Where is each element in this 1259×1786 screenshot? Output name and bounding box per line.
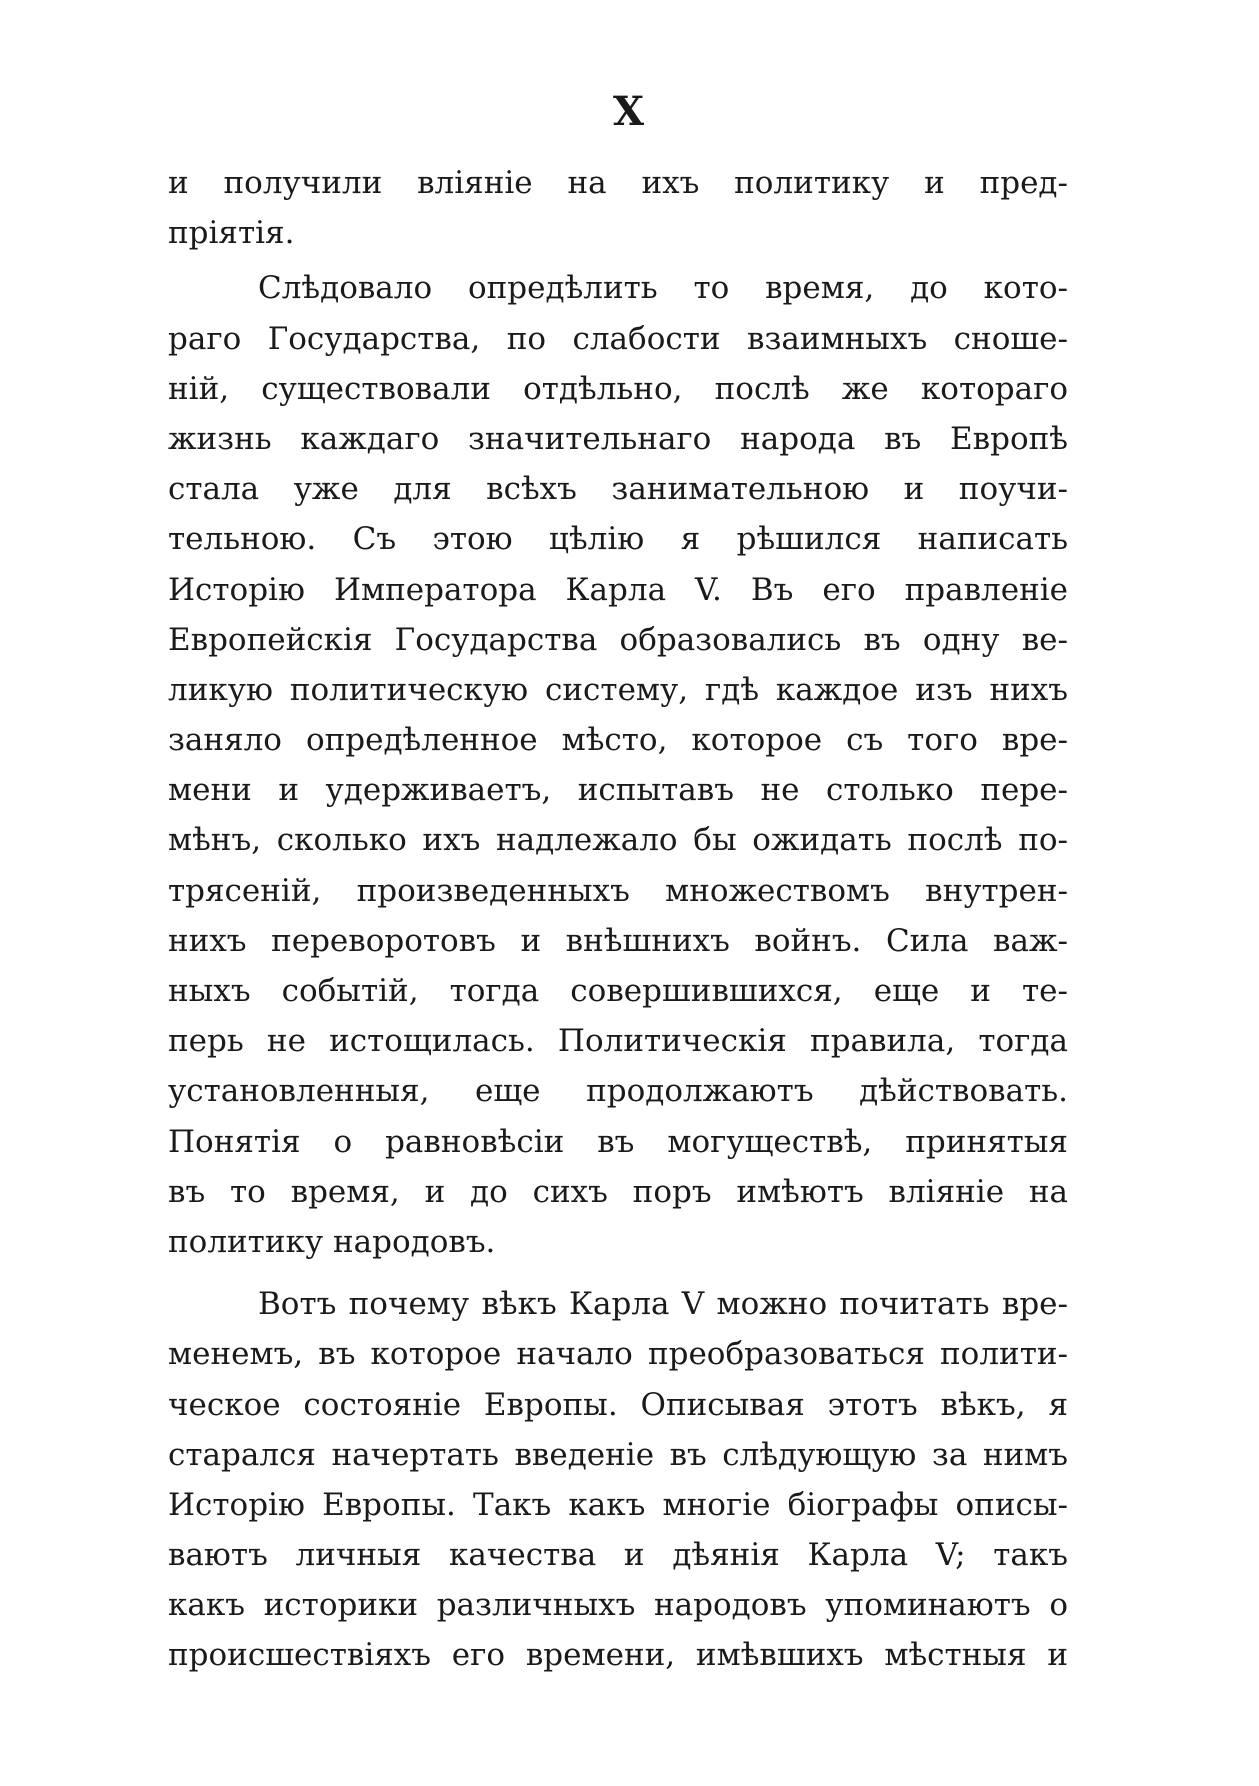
text-line: Европейскія Государства образовались въ одну ве- bbox=[168, 621, 1068, 658]
text-line: стала уже для всѣхъ занимательною и поучи- bbox=[168, 471, 1068, 508]
text-line: и получили вліяніе на ихъ политику и пред- bbox=[168, 165, 1068, 201]
text-line: Понятія о равновѣсіи въ могуществѣ, принятыя bbox=[168, 1123, 1068, 1160]
paragraph-3 bbox=[168, 1279, 1068, 1681]
text-line: мени и удерживаетъ, испытавъ не столько пере- bbox=[168, 772, 1068, 809]
text-line: перь не истощилась. Политическія правила, тогда bbox=[168, 1023, 1068, 1060]
text-line: въ то время, и до сихъ поръ имѣютъ вліяніе на bbox=[168, 1173, 1068, 1210]
text-line: ныхъ событій, тогда совершившихся, еще и те- bbox=[168, 973, 1068, 1009]
text-line: менемъ, въ которое начало преобразоваться полити- bbox=[168, 1336, 1068, 1373]
text-line: Слѣдовало опредѣлить то время, до кото- bbox=[258, 270, 1068, 307]
paragraph-2 bbox=[168, 263, 1068, 1267]
text-line: нихъ переворотовъ и внѣшнихъ войнъ. Сила важ- bbox=[168, 922, 1068, 959]
text-line: трясеній, произведенныхъ множествомъ внутрен- bbox=[168, 872, 1068, 909]
text-line: происшествіяхъ его времени, имѣвшихъ мѣстныя и bbox=[168, 1637, 1068, 1674]
text-line: раго Государства, по слабости взаимныхъ сноше- bbox=[168, 320, 1068, 357]
text-line: ческое состояніе Европы. Описывая этотъ вѣкъ, я bbox=[168, 1386, 1068, 1423]
text-line: тельною. Съ этою цѣлію я рѣшился написать bbox=[168, 521, 1068, 558]
text-line: ваютъ личныя качества и дѣянія Карла V; такъ bbox=[168, 1537, 1068, 1574]
text-line: ній, существовали отдѣльно, послѣ же котораго bbox=[168, 370, 1068, 407]
text-line: ликую политическую систему, гдѣ каждое изъ нихъ bbox=[168, 671, 1068, 708]
text-line: Исторію Императора Карла V. Въ его правленіе bbox=[168, 571, 1068, 608]
text-line: политику народовъ. bbox=[168, 1223, 496, 1260]
text-line: мѣнъ, сколько ихъ надлежало бы ожидать послѣ по- bbox=[168, 822, 1068, 859]
text-line: заняло опредѣленное мѣсто, которое съ того вре- bbox=[168, 722, 1068, 759]
text-line: какъ историки различныхъ народовъ упоминаютъ о bbox=[168, 1587, 1068, 1624]
body-text bbox=[168, 158, 1068, 1681]
text-line: пріятія. bbox=[168, 215, 295, 252]
text-line: старался начертать введеніе въ слѣдующую за нимъ bbox=[168, 1436, 1068, 1473]
text-line: Исторію Европы. Такъ какъ многіе біографы описы- bbox=[168, 1486, 1068, 1523]
page-number: X bbox=[612, 88, 647, 135]
text-line: установленныя, еще продолжаютъ дѣйствовать. bbox=[168, 1073, 1068, 1110]
text-line: жизнь каждаго значительнаго народа въ Европѣ bbox=[168, 420, 1068, 457]
paragraph-1 bbox=[168, 158, 1068, 258]
text-line: Вотъ почему вѣкъ Карла V можно почитать вре- bbox=[258, 1286, 1068, 1323]
